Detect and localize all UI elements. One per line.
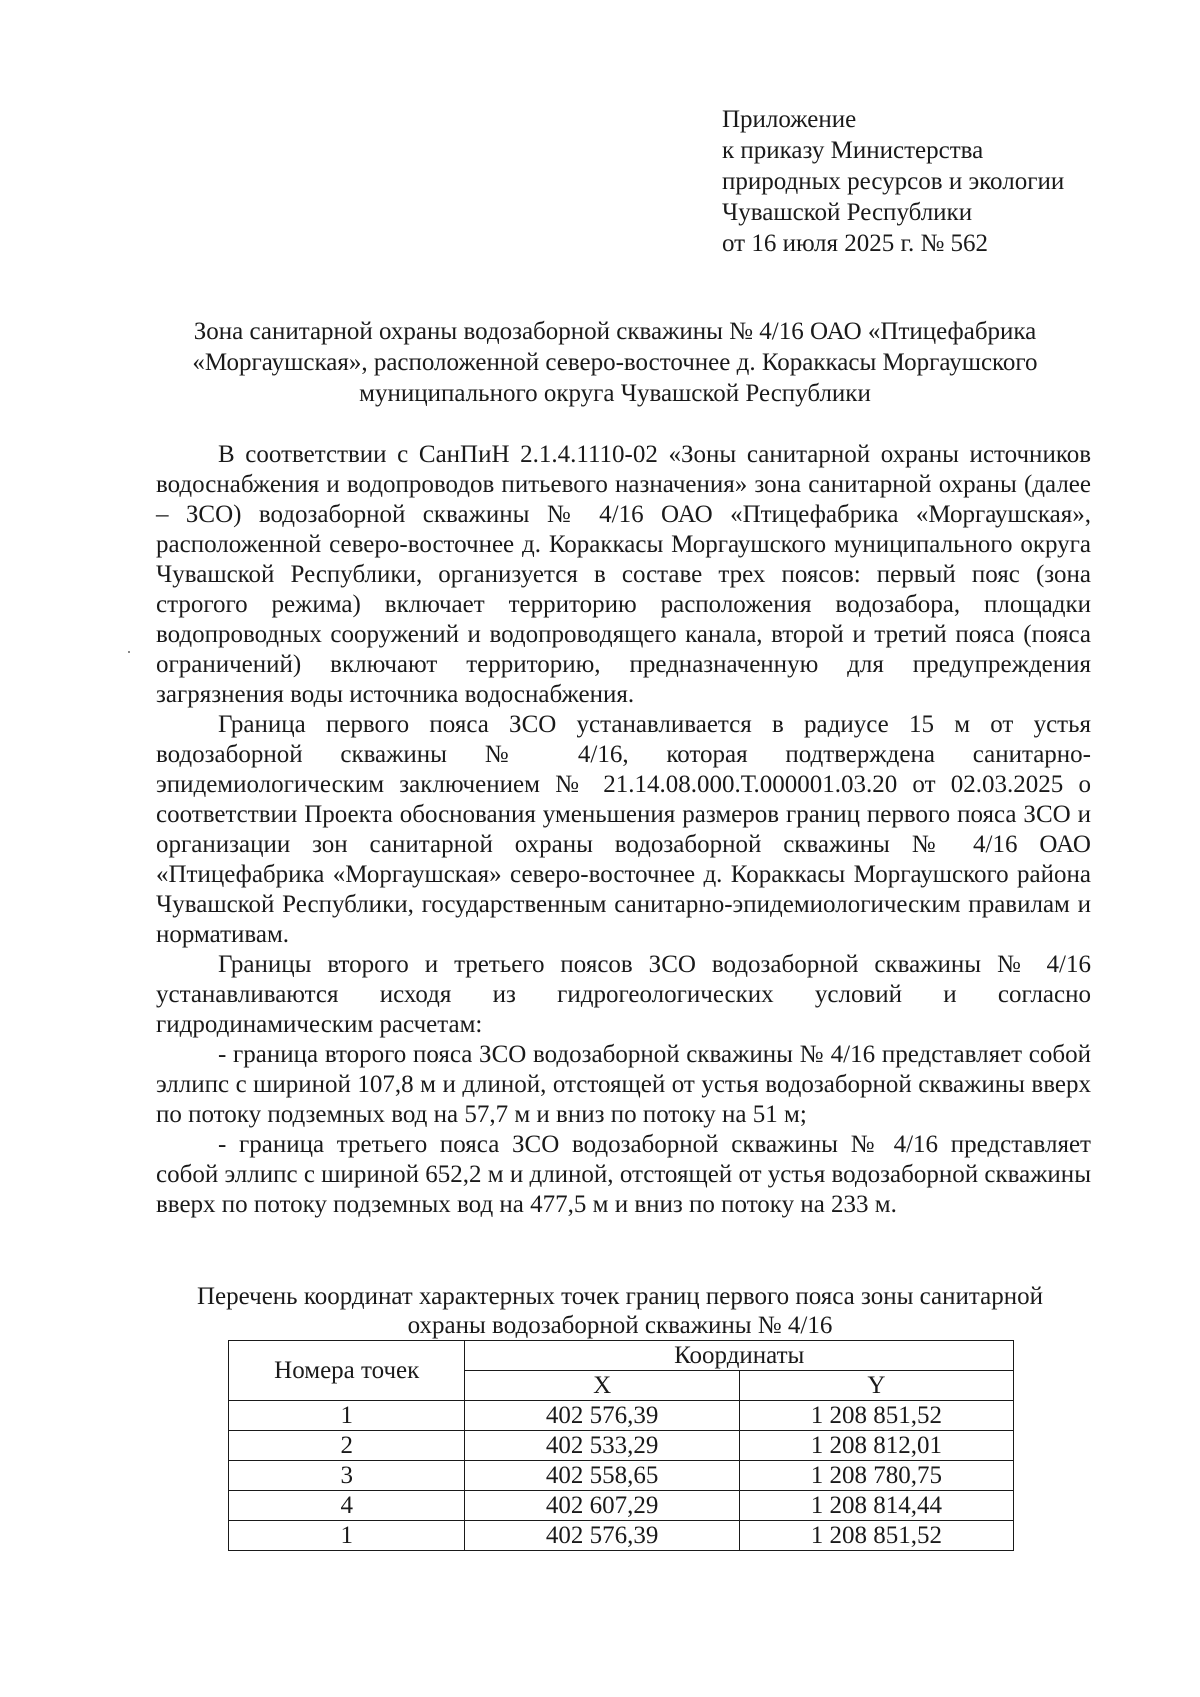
scan-speck	[128, 651, 130, 653]
coordinates-table	[228, 1340, 1014, 1551]
table-row	[229, 1491, 1014, 1521]
coord-y: 1 208 851,52	[739, 1521, 1013, 1551]
table-row	[229, 1521, 1014, 1551]
appendix-line: Приложение	[722, 106, 857, 133]
document-body	[156, 440, 1091, 1220]
table-row	[229, 1401, 1014, 1431]
body-paragraph: - граница третьего пояса ЗСО водозаборной скважины № 4/16 представляет собой эллипс с шириной 652,2 м и длиной, отстоящей от устья водозаборной скважины вверх по потоку подземных вод на 477,5 м и вниз по потоку на 233 м.	[156, 1131, 1091, 1218]
coord-y: 1 208 812,01	[739, 1431, 1013, 1461]
point-number: 1	[229, 1401, 465, 1431]
coord-x: 402 533,29	[465, 1431, 739, 1461]
body-paragraph: В соответствии с СанПиН 2.1.4.1110-02 «Зоны санитарной охраны источников водоснабжения и водопроводов питьевого назначения» зона санитарной охраны (далее – ЗСО) водозаборной скважины № 4/16 ОАО «Птицефабрика «Моргаушская», расположенной северо-восточнее д. Кораккасы Моргаушского муниципального округа Чувашской Республики, организуется в составе трех поясов: первый пояс (зона строгого режима) включает территорию расположения водозабора, площадки водопроводных сооружений и водопроводящего канала, второй и третий пояса (пояса ограничений) включают территорию, предназначенную для предупреждения загрязнения воды источника водоснабжения.	[156, 441, 1091, 708]
coord-x: 402 607,29	[465, 1491, 739, 1521]
body-paragraph: Граница первого пояса ЗСО устанавливается в радиусе 15 м от устья водозаборной скважины № 4/16, которая подтверждена санитарно-эпидемиологическим заключением № 21.14.08.000.Т.000001.03.20 от 02.03.2025 о соответствии Проекта обоснования уменьшения размеров границ первого пояса ЗСО и организации зон санитарной охраны водозаборной скважины № 4/16 ОАО «Птицефабрика «Моргаушская» северо-восточнее д. Кораккасы Моргаушского района Чувашской Республики, государственным санитарно-эпидемиологическим правилам и нормативам.	[156, 711, 1091, 948]
header-y: Y	[739, 1371, 1013, 1401]
header-points: Номера точек	[229, 1341, 465, 1401]
table-row	[229, 1431, 1014, 1461]
point-number: 4	[229, 1491, 465, 1521]
appendix-line: природных ресурсов и экологии	[722, 168, 1065, 195]
coord-y: 1 208 814,44	[739, 1491, 1013, 1521]
appendix-line: от 16 июля 2025 г. № 562	[722, 230, 989, 257]
coord-x: 402 576,39	[465, 1401, 739, 1431]
coord-x: 402 558,65	[465, 1461, 739, 1491]
coord-x: 402 576,39	[465, 1521, 739, 1551]
document-title: Зона санитарной охраны водозаборной скважины № 4/16 ОАО «Птицефабрика «Моргаушская», расположенной северо-восточнее д. Кораккасы Моргаушского муниципального округа Чувашской Республики	[192, 318, 1038, 407]
table-row	[229, 1461, 1014, 1491]
coord-y: 1 208 780,75	[739, 1461, 1013, 1491]
table-caption: Перечень координат характерных точек границ первого пояса зоны санитарной охраны водозаборной скважины № 4/16	[197, 1283, 1043, 1339]
point-number: 1	[229, 1521, 465, 1551]
appendix-header	[722, 104, 1064, 259]
header-coordinates: Координаты	[465, 1341, 1014, 1371]
body-paragraph: - граница второго пояса ЗСО водозаборной скважины № 4/16 представляет собой эллипс с шириной 107,8 м и длиной, отстоящей от устья водозаборной скважины вверх по потоку подземных вод на 57,7 м и вниз по потоку на 51 м;	[156, 1041, 1091, 1128]
point-number: 2	[229, 1431, 465, 1461]
coord-y: 1 208 851,52	[739, 1401, 1013, 1431]
appendix-line: к приказу Министерства	[722, 137, 984, 164]
header-x: X	[465, 1371, 739, 1401]
body-paragraph: Границы второго и третьего поясов ЗСО водозаборной скважины № 4/16 устанавливаются исходя из гидрогеологических условий и согласно гидродинамическим расчетам:	[156, 951, 1091, 1038]
appendix-line: Чувашской Республики	[722, 199, 973, 226]
point-number: 3	[229, 1461, 465, 1491]
